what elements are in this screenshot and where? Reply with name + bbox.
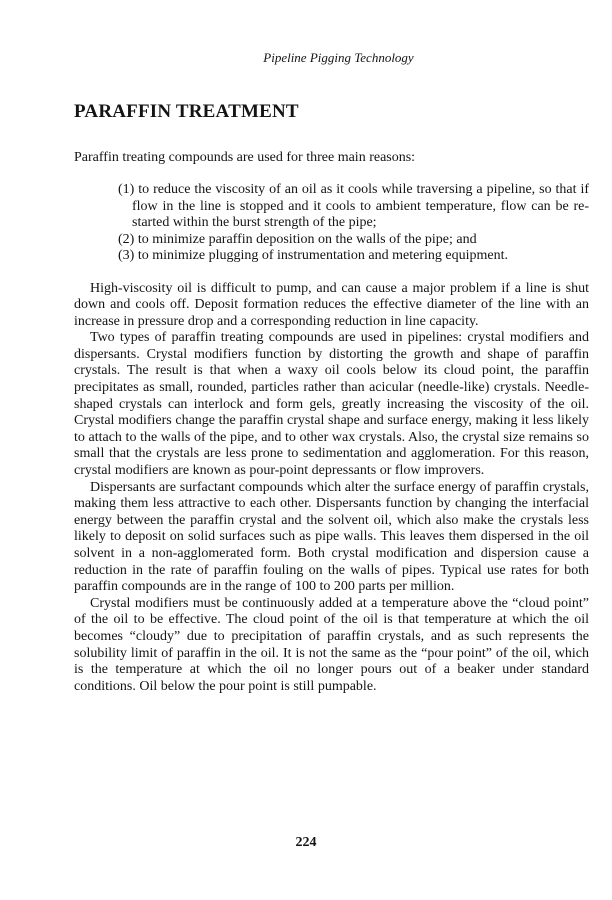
body-paragraph: Dispersants are surfactant compounds which alter the surface energy of paraffin crystals, making them less attractive to each other. Dispersants function by changing the interfacial energy between the paraffin crystal and the solvent oil, which also make the crystals less likely to deposit on solid surfaces such as pipe walls. This leaves them dispersed in the oil solvent in a non-agglomerated form. Both crystal modification and dispersion cause a reduction in the rate of paraffin fouling on the walls of pipes. Typical use rates for both paraffin compounds are in the range of 100 to 200 parts per million. — [74, 479, 589, 595]
body-paragraph: Crystal modifiers must be continuously added at a temperature above the “cloud point” of the oil to be effective. The cloud point of the oil is that temperature at which the oil becomes “cloudy” due to precipitation of paraffin crystals, and as such represents the solubility limit of paraffin in the oil. It is not the same as the “pour point” of the oil, which is the temperature at which the oil no longer pours out of a beaker under standard conditions. Oil below the pour point is still pumpable. — [74, 595, 589, 694]
intro-paragraph: Paraffin treating compounds are used for three main reasons: — [74, 150, 416, 165]
reason-item: (3) to minimize plugging of instrumentation and metering equipment. — [118, 248, 508, 263]
body-paragraph: Two types of paraffin treating compounds are used in pipelines: crystal modifiers and dispersants. Crystal modifiers function by distorting the growth and shape of paraffin crystals. The result is that when a waxy oil cools below its cloud point, the paraffin precipitates as small, rounded, particles rather than acicular (needle-like) crystals. Needle-shaped crystals can interlock and form gels, greatly increasing the viscosity of the oil. Crystal modifiers change the paraffin crystal shape and surface energy, making it less likely to attach to the walls of the pipe, and to other wax crystals. Also, the crystal size remains so small that the crystals are less prone to sedimentation and agglomeration. For this reason, crystal modifiers are known as pour-point depressants or flow improvers. — [74, 330, 589, 479]
reasons-list — [74, 182, 589, 265]
reason-item: (1) to reduce the viscosity of an oil as it cools while traversing a pipeline, so that if flow in the line is stopped and it cools to ambient temperature, flow can be re-started within the burst strength of the pipe; — [118, 182, 589, 230]
reason-item: (2) to minimize paraffin deposition on the walls of the pipe; and — [118, 231, 477, 247]
body-paragraph: High-viscosity oil is difficult to pump, and can cause a major problem if a line is shut down and cools off. Deposit formation reduces the effective diameter of the line with an increase in pressure drop and a corresponding reduction in line capacity. — [74, 280, 589, 329]
section-title: PARAFFIN TREATMENT — [74, 101, 299, 122]
document-page — [74, 50, 589, 695]
running-head: Pipeline Pigging Technology — [263, 50, 414, 65]
page-number: 224 — [295, 835, 317, 850]
